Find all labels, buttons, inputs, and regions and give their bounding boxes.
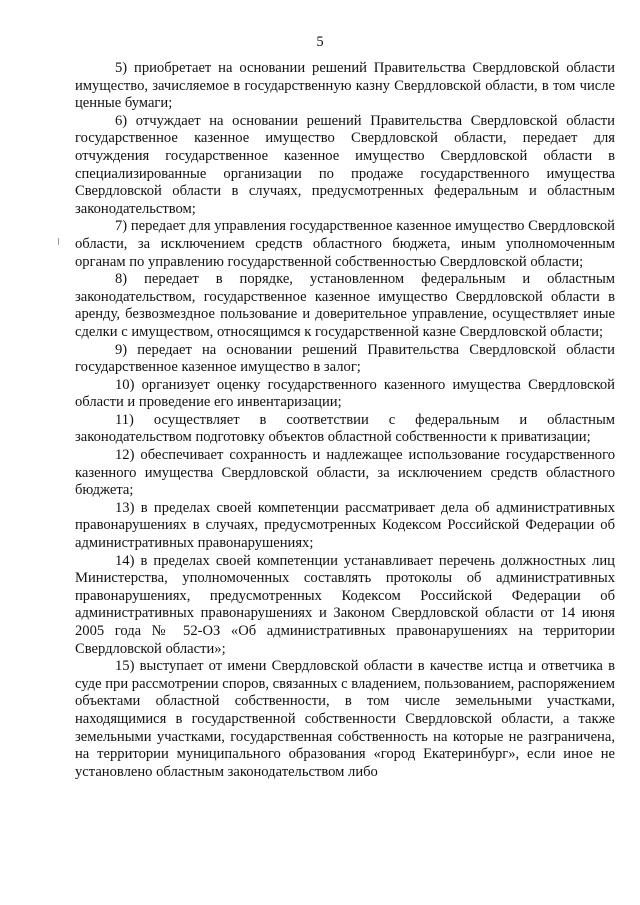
page-number: 5 — [316, 34, 324, 50]
document-body — [75, 60, 615, 781]
list-item-14: 14) в пределах своей компетенции устанавливает перечень должностных лиц Министерства, уполномоченных составлять протоколы об административных правонарушениях, предусмотренных Кодексом Российской Федерации об административных правонарушениях и Законом Свердловской области от 14 июня 2005 года № 52-ОЗ «Об административных правонарушениях на территории Свердловской области»; — [75, 552, 615, 657]
list-item-13: 13) в пределах своей компетенции рассматривает дела об административных правонарушениях в случаях, предусмотренных Кодексом Российской Федерации об административных правонарушениях; — [75, 499, 615, 552]
list-item-5: 5) приобретает на основании решений Правительства Свердловской области имущество, зачисляемое в государственную казну Свердловской области, в том числе ценные бумаги; — [75, 60, 615, 112]
list-item-8: 8) передает в порядке, установленном федеральным и областным законодательством, государственное казенное имущество Свердловской области в аренду, безвозмездное пользование и доверительное управление, осуществляет иные сделки с имуществом, относящимся к государственной казне Свердловской области; — [75, 271, 615, 340]
margin-mark — [58, 238, 59, 245]
list-item-7: 7) передает для управления государственное казенное имущество Свердловской области, за исключением средств областного бюджета, иным уполномоченным органам по управлению государственной собственностью Свердловской области; — [75, 218, 615, 270]
list-item-9: 9) передает на основании решений Правительства Свердловской области государственное казенное имущество в залог; — [75, 341, 615, 376]
list-item-11: 11) осуществляет в соответствии с федеральным и областным законодательством подготовку объектов областной собственности к приватизации; — [75, 411, 615, 446]
list-item-10: 10) организует оценку государственного казенного имущества Свердловской области и проведение его инвентаризации; — [75, 376, 615, 411]
list-item-6: 6) отчуждает на основании решений Правительства Свердловской области государственное казенное имущество Свердловской области, передает для отчуждения государственное казенное имущество Свердловской области в специализированные организации по продаже государственного имущества Свердловской области в случаях, предусмотренных федеральным и областным законодательством; — [75, 112, 615, 217]
list-item-12: 12) обеспечивает сохранность и надлежащее использование государственного казенного имущества Свердловской области, за исключением средств областного бюджета; — [75, 447, 615, 499]
list-item-15: 15) выступает от имени Свердловской области в качестве истца и ответчика в суде при рассмотрении споров, связанных с владением, пользованием, распоряжением объектами областной собственности, в том числе земельными участками, находящимися в государственной собственности Свердловской области, а также земельными участками, государственная собственность на которые не разграничена, на территории муниципального образования «город Екатеринбург», если иное не установлено областным законодательством либо — [75, 658, 615, 780]
